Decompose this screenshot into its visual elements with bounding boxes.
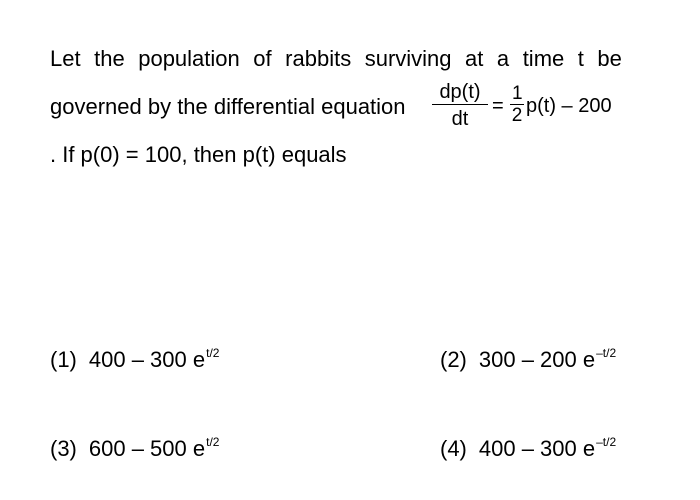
derivative-numerator: dp(t) <box>439 81 481 103</box>
question-word: be <box>597 46 622 71</box>
option-2[interactable] <box>440 346 616 373</box>
question-word: of <box>253 46 272 71</box>
question-line-1 <box>50 48 622 70</box>
option-label: (1) <box>50 347 77 372</box>
option-4[interactable] <box>440 435 616 462</box>
question-line-3: . If p(0) = 100, then p(t) equals <box>50 142 347 167</box>
option-exponent: t/2 <box>206 435 220 449</box>
coefficient-denominator: 2 <box>511 105 523 126</box>
equals-sign: = <box>492 95 504 117</box>
equation-rhs: p(t) – 200 <box>526 95 612 117</box>
question-word: rabbits <box>285 46 352 71</box>
option-expression: 400 – 300 e <box>88 347 206 372</box>
option-label: (4) <box>440 436 467 461</box>
option-expression: 300 – 200 e <box>478 347 596 372</box>
option-exponent: –t/2 <box>596 435 617 449</box>
option-expression: 400 – 300 e <box>478 436 596 461</box>
question-word: population <box>138 46 240 71</box>
question-word: surviving <box>364 46 452 71</box>
question-word: t <box>577 46 584 71</box>
option-label: (2) <box>440 347 467 372</box>
option-1[interactable] <box>50 346 219 373</box>
coefficient-numerator: 1 <box>512 83 523 104</box>
question-line-2: governed by the differential equation <box>50 94 406 119</box>
coefficient-fraction <box>510 84 524 126</box>
question-word: a <box>496 46 510 71</box>
derivative-denominator: dt <box>451 108 469 130</box>
question-word: at <box>465 46 484 71</box>
option-expression: 600 – 500 e <box>88 436 206 461</box>
option-exponent: t/2 <box>206 346 220 360</box>
option-label: (3) <box>50 436 77 461</box>
question-word: Let <box>50 46 81 71</box>
option-exponent: –t/2 <box>596 346 617 360</box>
option-3[interactable] <box>50 435 219 462</box>
question-word: the <box>94 46 125 71</box>
question-word: time <box>522 46 565 71</box>
derivative-fraction <box>432 80 488 131</box>
